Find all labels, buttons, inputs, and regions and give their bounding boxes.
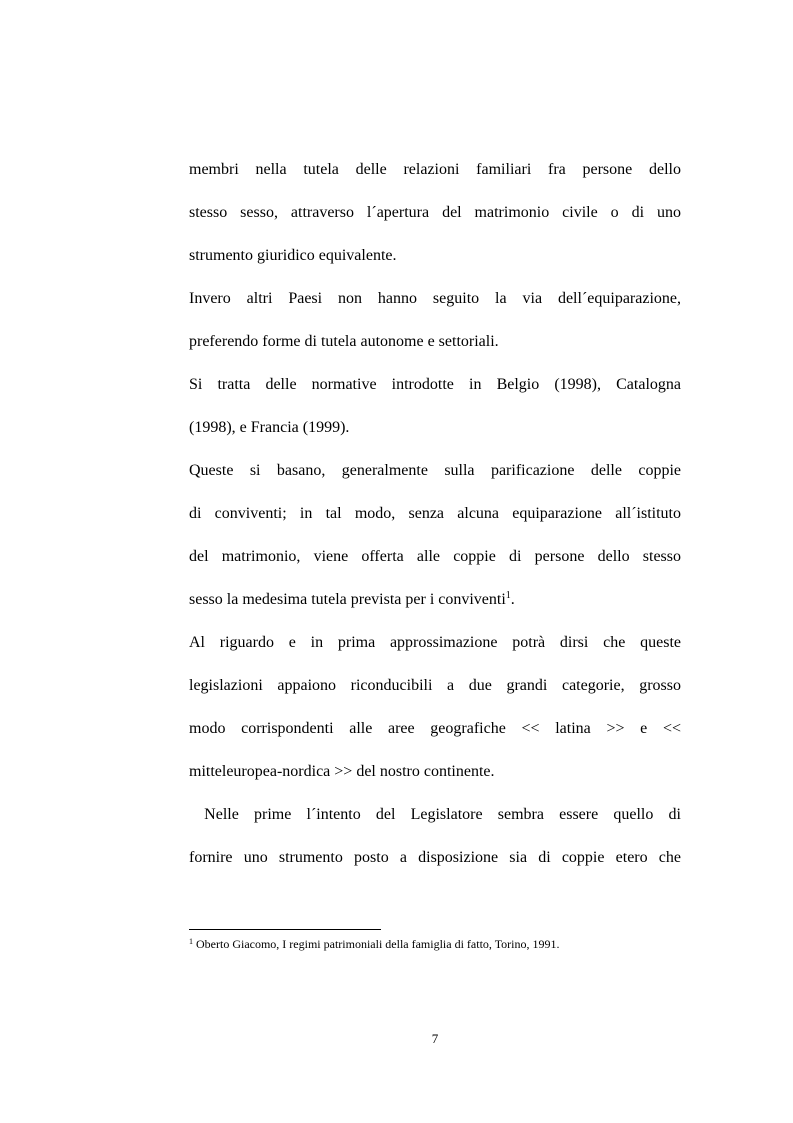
text-line (189, 535, 681, 578)
text-line (189, 406, 681, 449)
text-line (189, 750, 681, 793)
text-line-content: membri nella tutela delle relazioni familiari fra persone dello (189, 161, 681, 178)
text-line-content: (1998), e Francia (1999). (189, 419, 350, 436)
text-line-content: preferendo forme di tutela autonome e settoriali. (189, 333, 499, 350)
footnote (189, 936, 689, 952)
text-line-suffix: . (510, 591, 515, 608)
text-line (189, 707, 681, 750)
text-line (189, 578, 681, 621)
text-line (189, 320, 681, 363)
text-line (189, 449, 681, 492)
text-line (189, 492, 681, 535)
text-line (189, 277, 681, 320)
text-line (189, 621, 681, 664)
footnote-separator (189, 929, 381, 930)
text-line (189, 148, 681, 191)
text-line-content: modo corrispondenti alle aree geografiche << latina >> e << (189, 720, 681, 737)
page-number: 7 (431, 1031, 439, 1046)
text-line-content: mitteleuropea-nordica >> del nostro continente. (189, 763, 495, 780)
text-line (189, 664, 681, 707)
text-line (189, 793, 681, 836)
text-line (189, 363, 681, 406)
body-text (189, 148, 681, 879)
text-line-content: fornire uno strumento posto a disposizione sia di coppie etero che (189, 849, 681, 866)
text-line-content: strumento giuridico equivalente. (189, 247, 397, 264)
text-line-content: legislazioni appaiono riconducibili a due grandi categorie, grosso (189, 677, 681, 694)
text-line-content: sesso la medesima tutela prevista per i conviventi (189, 591, 506, 608)
text-line-content: Al riguardo e in prima approssimazione potrà dirsi che queste (189, 634, 681, 651)
footnote-text: Oberto Giacomo, I regimi patrimoniali della famiglia di fatto, Torino, 1991. (193, 937, 560, 951)
text-line-content: Nelle prime l´intento del Legislatore sembra essere quello di (189, 806, 681, 823)
footnote-reference[interactable]: 1 (505, 590, 511, 601)
text-line (189, 234, 681, 277)
text-line-content: di conviventi; in tal modo, senza alcuna equiparazione all´istituto (189, 505, 681, 522)
text-line-content: Invero altri Paesi non hanno seguito la via dell´equiparazione, (189, 290, 681, 307)
footnote-number: 1 (189, 937, 193, 946)
text-line-content: Si tratta delle normative introdotte in Belgio (1998), Catalogna (189, 376, 681, 393)
text-line-content: Queste si basano, generalmente sulla parificazione delle coppie (189, 462, 681, 479)
text-line-content: del matrimonio, viene offerta alle coppie di persone dello stesso (189, 548, 681, 565)
text-line-content: stesso sesso, attraverso l´apertura del matrimonio civile o di uno (189, 204, 681, 221)
text-line (189, 836, 681, 879)
text-line (189, 191, 681, 234)
